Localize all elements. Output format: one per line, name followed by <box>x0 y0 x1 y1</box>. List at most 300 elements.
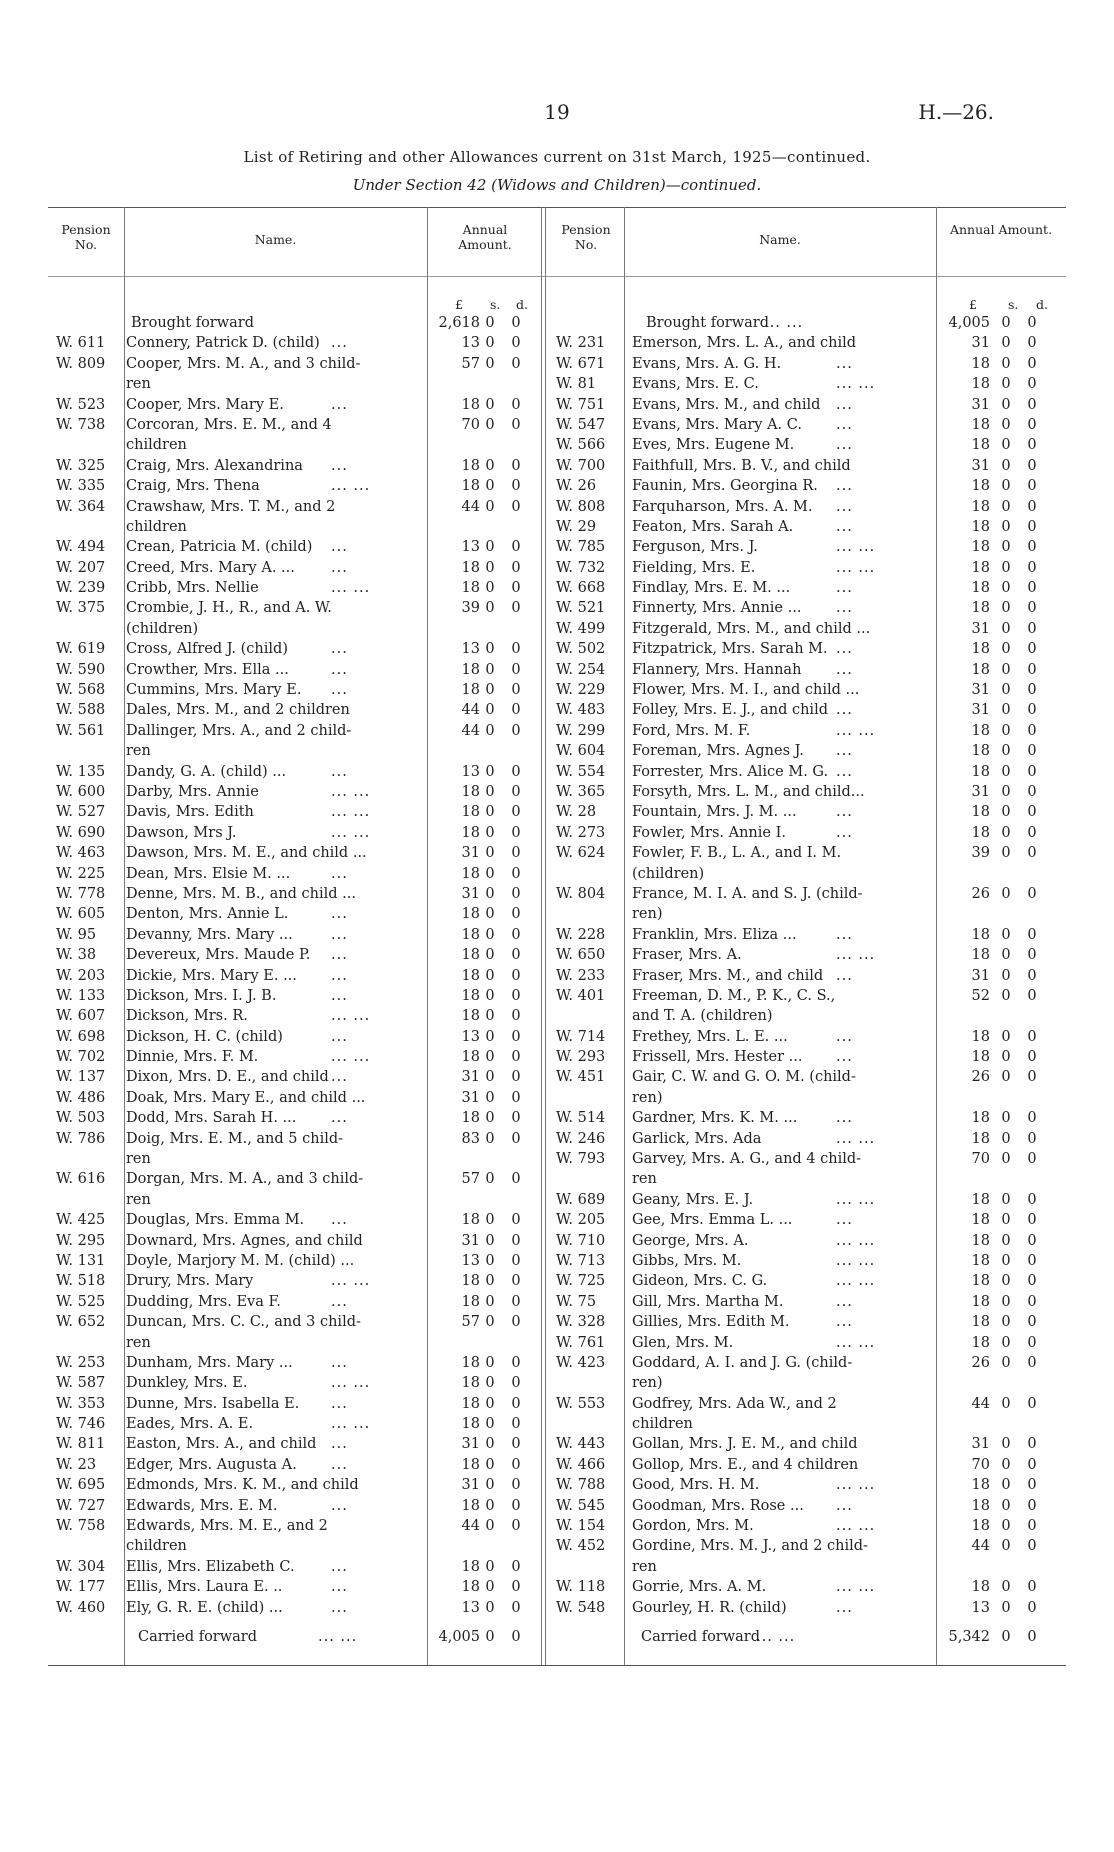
leader-dots: ... <box>331 559 348 576</box>
leader-dots: ... <box>836 498 853 515</box>
table-row <box>56 1516 536 1536</box>
leader-dots: ... <box>331 396 348 413</box>
leader-dots: ... <box>836 1293 853 1310</box>
pensioner-name: Gollop, Mrs. E., and 4 children <box>632 1456 859 1473</box>
table-row <box>56 395 536 415</box>
pence-value: 0 <box>1027 1252 1037 1269</box>
pensioner-name: Godfrey, Mrs. Ada W., and 2 <box>632 1395 837 1412</box>
table-row <box>556 1292 1060 1312</box>
pension-number: W. 499 <box>556 620 606 637</box>
pension-number: W. 228 <box>556 926 606 943</box>
leader-dots: ... ... <box>331 580 371 597</box>
pounds-value: 18 <box>971 1130 990 1147</box>
table-row <box>56 1434 536 1454</box>
pensioner-name: Dorgan, Mrs. M. A., and 3 child- <box>126 1171 364 1188</box>
pensioner-name: and T. A. (children) <box>632 1008 773 1025</box>
table-row <box>556 435 1060 455</box>
pensioner-name: Cribb, Mrs. Nellie <box>126 580 259 597</box>
pounds-value: 18 <box>461 1416 480 1433</box>
pensioner-name: Dickson, H. C. (child) <box>126 1028 283 1045</box>
shillings-value: 0 <box>1001 1110 1011 1127</box>
table-row <box>56 1129 536 1149</box>
right-shillings-header: s. <box>1008 297 1019 312</box>
shillings-value: 0 <box>485 416 495 433</box>
pension-number: W. 746 <box>56 1416 106 1433</box>
pounds-value: 18 <box>971 1028 990 1045</box>
pension-number: W. 229 <box>556 682 606 699</box>
pence-value: 0 <box>1027 1293 1037 1310</box>
pounds-value: 18 <box>461 1558 480 1575</box>
pensioner-name: Folley, Mrs. E. J., and child <box>632 702 828 719</box>
pence-value: 0 <box>511 416 521 433</box>
shillings-value: 0 <box>1001 416 1011 433</box>
shillings-value: 0 <box>485 1028 495 1045</box>
pounds-value: 31 <box>461 1232 480 1249</box>
pence-value: 0 <box>1027 396 1037 413</box>
table-top-rule <box>48 207 1066 208</box>
leader-dots: ... <box>331 1395 348 1412</box>
shillings-value: 0 <box>1001 1354 1011 1371</box>
leader-dots: ... <box>331 1599 348 1616</box>
shillings-value: 0 <box>485 335 495 352</box>
pension-number: W. 295 <box>56 1232 106 1249</box>
shillings-value: 0 <box>1001 1314 1011 1331</box>
table-row <box>556 1108 1060 1128</box>
pence-value: 0 <box>1027 926 1037 943</box>
table-row <box>56 354 536 374</box>
leader-dots: ... <box>836 1497 853 1514</box>
pounds-value: 31 <box>971 967 990 984</box>
pensioner-name: Doig, Mrs. E. M., and 5 child- <box>126 1130 344 1147</box>
table-row <box>56 721 536 741</box>
pence-value: 0 <box>1027 1028 1037 1045</box>
pounds-value: 18 <box>971 722 990 739</box>
table-row <box>56 1149 536 1169</box>
pounds-value: 31 <box>971 457 990 474</box>
pension-number: W. 548 <box>556 1599 606 1616</box>
pension-number: W. 714 <box>556 1028 606 1045</box>
pensioner-name: Douglas, Mrs. Emma M. <box>126 1212 305 1229</box>
shillings-value: 0 <box>1001 661 1011 678</box>
pence-value: 0 <box>1027 1273 1037 1290</box>
pounds-value: 4,005 <box>438 1629 480 1645</box>
pence-value: 0 <box>1027 1456 1037 1473</box>
pensioner-name: Farquharson, Mrs. A. M. <box>632 498 813 515</box>
leader-dots: ... <box>331 865 348 882</box>
leader-dots: ... ... <box>836 1191 876 1208</box>
pounds-value: 18 <box>461 865 480 882</box>
shillings-value: 0 <box>1001 600 1011 617</box>
pensioner-name: Faithfull, Mrs. B. V., and child <box>632 457 851 474</box>
pence-value: 0 <box>1027 437 1037 454</box>
left-pence-header: d. <box>516 297 528 312</box>
page-title: List of Retiring and other Allowances current on 31st March, 1925—continued. <box>243 148 871 166</box>
pensioner-name: Denton, Mrs. Annie L. <box>126 906 289 923</box>
pension-number: W. 600 <box>56 783 106 800</box>
leader-dots: ... ... <box>836 1273 876 1290</box>
pence-value: 0 <box>1027 600 1037 617</box>
pence-value: 0 <box>1027 1436 1037 1453</box>
pounds-value: 31 <box>971 335 990 352</box>
pounds-value: 18 <box>461 1579 480 1596</box>
table-row <box>56 762 536 782</box>
pension-number: W. 804 <box>556 885 606 902</box>
pensioner-name: Fountain, Mrs. J. M. ... <box>632 804 797 821</box>
table-row <box>556 1598 1060 1618</box>
pensioner-name: ren) <box>632 1375 663 1392</box>
pension-number: W. 502 <box>556 641 606 658</box>
pounds-value: 4,005 <box>948 315 990 331</box>
pence-value: 0 <box>511 1171 521 1188</box>
pounds-value: 18 <box>461 457 480 474</box>
shillings-value: 0 <box>1001 1028 1011 1045</box>
pounds-value: 18 <box>971 1252 990 1269</box>
shillings-value: 0 <box>1001 620 1011 637</box>
table-row <box>56 619 536 639</box>
pounds-value: 18 <box>971 804 990 821</box>
table-row <box>56 1251 536 1271</box>
table-row <box>556 1231 1060 1251</box>
pensioner-name: Dickson, Mrs. R. <box>126 1008 248 1025</box>
pensioner-name: Crean, Patricia M. (child) <box>126 539 313 556</box>
pence-value: 0 <box>511 335 521 352</box>
pension-number: W. 702 <box>56 1049 106 1066</box>
shillings-value: 0 <box>1001 518 1011 535</box>
pension-number: W. 698 <box>56 1028 106 1045</box>
pension-number: W. 751 <box>556 396 606 413</box>
pence-value: 0 <box>1027 1069 1037 1086</box>
pence-value: 0 <box>511 1028 521 1045</box>
pension-number: W. 566 <box>556 437 606 454</box>
pensioner-name: Dawson, Mrs. M. E., and child ... <box>126 845 367 862</box>
pounds-value: 18 <box>461 947 480 964</box>
table-row <box>556 843 1060 863</box>
pounds-value: 18 <box>461 906 480 923</box>
shillings-value: 0 <box>485 1069 495 1086</box>
shillings-value: 0 <box>1001 1579 1011 1596</box>
pension-number: W. 690 <box>56 824 106 841</box>
shillings-value: 0 <box>1001 478 1011 495</box>
table-row <box>56 639 536 659</box>
pence-value: 0 <box>1027 824 1037 841</box>
table-row <box>556 1475 1060 1495</box>
pence-value: 0 <box>511 315 521 331</box>
pensioner-name: Gordine, Mrs. M. J., and 2 child- <box>632 1538 868 1555</box>
pensioner-name: Cummins, Mrs. Mary E. <box>126 682 302 699</box>
leader-dots: ... <box>331 661 348 678</box>
table-row <box>56 782 536 802</box>
pounds-value: 18 <box>971 1273 990 1290</box>
page-number: 19 <box>544 100 570 124</box>
shillings-value: 0 <box>485 682 495 699</box>
right-pence-header: d. <box>1036 297 1048 312</box>
table-row <box>556 374 1060 394</box>
pension-number: W. 118 <box>556 1579 606 1596</box>
pounds-value: 13 <box>461 763 480 780</box>
pounds-value: 18 <box>971 763 990 780</box>
table-row <box>56 1312 536 1332</box>
pounds-value: 18 <box>461 1110 480 1127</box>
pension-number: W. 207 <box>56 559 106 576</box>
pounds-value: 18 <box>461 926 480 943</box>
pounds-value: 18 <box>461 1008 480 1025</box>
table-row <box>556 619 1060 639</box>
table-row <box>56 1598 536 1618</box>
document-reference: H.—26. <box>918 100 994 124</box>
table-row <box>556 1455 1060 1475</box>
table-row <box>56 1333 536 1353</box>
pensioner-name: Garlick, Mrs. Ada <box>632 1130 762 1147</box>
pence-value: 0 <box>511 1518 521 1535</box>
pension-number: W. 375 <box>56 600 106 617</box>
pensioner-name: Fitzgerald, Mrs. M., and child ... <box>632 620 871 637</box>
pence-value: 0 <box>511 498 521 515</box>
pensioner-name: Finnerty, Mrs. Annie ... <box>632 600 802 617</box>
pensioner-name: Drury, Mrs. Mary <box>126 1273 254 1290</box>
leader-dots: ... <box>331 457 348 474</box>
leader-dots: ... <box>331 1028 348 1045</box>
leader-dots: ... ... <box>836 1232 876 1249</box>
table-row <box>56 1231 536 1251</box>
shillings-value: 0 <box>1001 1232 1011 1249</box>
pounds-value: 5,342 <box>948 1629 990 1645</box>
table-row <box>556 1067 1060 1087</box>
pension-number: W. 325 <box>56 457 106 474</box>
pounds-value: 18 <box>971 416 990 433</box>
table-row <box>556 721 1060 741</box>
table-row <box>556 537 1060 557</box>
pounds-value: 18 <box>971 1477 990 1494</box>
shillings-value: 0 <box>485 661 495 678</box>
table-row <box>56 1496 536 1516</box>
pounds-value: 18 <box>971 580 990 597</box>
pence-value: 0 <box>1027 1538 1037 1555</box>
shillings-value: 0 <box>485 824 495 841</box>
table-row <box>556 1210 1060 1230</box>
pence-value: 0 <box>511 885 521 902</box>
right-name-header: Name. <box>759 232 801 247</box>
leader-dots: ... <box>836 396 853 413</box>
pensioner-name: children <box>126 518 187 535</box>
pence-value: 0 <box>1027 315 1037 331</box>
brought-forward-row <box>56 313 536 333</box>
pence-value: 0 <box>1027 1232 1037 1249</box>
table-row <box>56 1414 536 1434</box>
pensioner-name: Dickie, Mrs. Mary E. ... <box>126 967 297 984</box>
leader-dots: ... <box>836 1599 853 1616</box>
pensioner-name: Devanny, Mrs. Mary ... <box>126 926 293 943</box>
pensioner-name: Ellis, Mrs. Elizabeth C. <box>126 1558 295 1575</box>
pensioner-name: Dunham, Mrs. Mary ... <box>126 1354 293 1371</box>
pence-value: 0 <box>1027 335 1037 352</box>
pensioner-name: Edwards, Mrs. M. E., and 2 <box>126 1518 328 1535</box>
leader-dots: ... ... <box>836 559 876 576</box>
shillings-value: 0 <box>485 845 495 862</box>
pounds-value: 18 <box>971 947 990 964</box>
pensioner-name: Fitzpatrick, Mrs. Sarah M. <box>632 641 828 658</box>
leader-dots: ... <box>331 947 348 964</box>
pence-value: 0 <box>1027 580 1037 597</box>
leader-dots: ... ... <box>331 1008 371 1025</box>
pension-number: W. 761 <box>556 1334 606 1351</box>
leader-dots: ... ... <box>836 376 876 393</box>
table-row <box>556 395 1060 415</box>
leader-dots: ... <box>836 478 853 495</box>
leader-dots: ... <box>331 906 348 923</box>
pence-value: 0 <box>1027 1049 1037 1066</box>
pence-value: 0 <box>511 1293 521 1310</box>
pensioner-name: Forsyth, Mrs. L. M., and child... <box>632 783 865 800</box>
pension-number: W. 423 <box>556 1354 606 1371</box>
shillings-value: 0 <box>485 1477 495 1494</box>
shillings-value: 0 <box>485 580 495 597</box>
pension-number: W. 452 <box>556 1538 606 1555</box>
pensioner-name: Featon, Mrs. Sarah A. <box>632 518 794 535</box>
table-row <box>556 1496 1060 1516</box>
pension-number: W. 607 <box>56 1008 106 1025</box>
pence-value: 0 <box>1027 743 1037 760</box>
pension-number: W. 335 <box>56 478 106 495</box>
table-row <box>56 558 536 578</box>
table-row <box>556 1373 1060 1393</box>
right-amount-header: Annual Amount. <box>949 222 1053 237</box>
pounds-value: 18 <box>971 1049 990 1066</box>
pension-number: W. 225 <box>56 865 106 882</box>
pension-number: W. 788 <box>556 1477 606 1494</box>
pounds-value: 31 <box>971 396 990 413</box>
leader-dots: ... <box>836 641 853 658</box>
pence-value: 0 <box>511 845 521 862</box>
leader-dots: ... <box>331 1110 348 1127</box>
table-row <box>56 741 536 761</box>
leader-dots: ... ... <box>331 1375 371 1392</box>
pensioner-name: Flower, Mrs. M. I., and child ... <box>632 682 860 699</box>
table-row <box>556 1434 1060 1454</box>
shillings-value: 0 <box>485 702 495 719</box>
pensioner-name: (children) <box>126 620 199 637</box>
pounds-value: 31 <box>461 1069 480 1086</box>
pensioner-name: Dinnie, Mrs. F. M. <box>126 1049 259 1066</box>
pounds-value: 31 <box>461 1477 480 1494</box>
leader-dots: ... ... <box>331 783 371 800</box>
pensioner-name: Dallinger, Mrs. A., and 2 child- <box>126 722 352 739</box>
table-row <box>556 1006 1060 1026</box>
pensioner-name: Ferguson, Mrs. J. <box>632 539 758 556</box>
pension-number: W. 131 <box>56 1252 106 1269</box>
pensioner-name: Fowler, Mrs. Annie I. <box>632 824 786 841</box>
pence-value: 0 <box>1027 457 1037 474</box>
table-row <box>556 1129 1060 1149</box>
pence-value: 0 <box>511 987 521 1004</box>
pension-number: W. 514 <box>556 1110 606 1127</box>
table-row <box>56 700 536 720</box>
pension-number: W. 75 <box>556 1293 597 1310</box>
table-row <box>556 354 1060 374</box>
pence-value: 0 <box>1027 947 1037 964</box>
leader-dots: ... <box>836 1314 853 1331</box>
leader-dots: ... ... <box>836 539 876 556</box>
pounds-value: 18 <box>461 1049 480 1066</box>
pensioner-name: Crombie, J. H., R., and A. W. <box>126 600 332 617</box>
carried-forward-label: Carried forward <box>641 1629 761 1645</box>
pounds-value: 18 <box>971 641 990 658</box>
pensioner-name: Fraser, Mrs. A. <box>632 947 742 964</box>
pensioner-name: ren <box>126 1151 151 1168</box>
pounds-value: 13 <box>461 1599 480 1616</box>
pensioner-name: Gibbs, Mrs. M. <box>632 1252 742 1269</box>
pounds-value: 18 <box>461 580 480 597</box>
pence-value: 0 <box>511 539 521 556</box>
shillings-value: 0 <box>1001 845 1011 862</box>
shillings-value: 0 <box>1001 641 1011 658</box>
pension-number: W. 203 <box>56 967 106 984</box>
pensioner-name: Dodd, Mrs. Sarah H. ... <box>126 1110 297 1127</box>
pensioner-name: Freeman, D. M., P. K., C. S., <box>632 987 836 1004</box>
pensioner-name: Ford, Mrs. M. F. <box>632 722 751 739</box>
pension-number: W. 624 <box>556 845 606 862</box>
pensioner-name: Crawshaw, Mrs. T. M., and 2 <box>126 498 336 515</box>
table-row <box>556 333 1060 353</box>
pension-number: W. 293 <box>556 1049 606 1066</box>
shillings-value: 0 <box>1001 743 1011 760</box>
shillings-value: 0 <box>1001 396 1011 413</box>
table-row <box>556 558 1060 578</box>
leader-dots: ... <box>836 824 853 841</box>
left-pension-no-header: Pension No. <box>61 222 111 252</box>
pensioner-name: Evans, Mrs. E. C. <box>632 376 759 393</box>
pensioner-name: Edwards, Mrs. E. M. <box>126 1497 278 1514</box>
pence-value: 0 <box>511 722 521 739</box>
table-row <box>556 1088 1060 1108</box>
pounds-value: 70 <box>971 1151 990 1168</box>
left-amount-header: Annual Amount. <box>458 222 512 252</box>
brought-forward-row <box>556 313 1060 333</box>
pensioner-name: Emerson, Mrs. L. A., and child <box>632 335 857 352</box>
pension-number: W. 604 <box>556 743 606 760</box>
leader-dots: ... <box>836 1049 853 1066</box>
pension-number: W. 401 <box>556 987 606 1004</box>
pounds-value: 31 <box>971 682 990 699</box>
shillings-value: 0 <box>485 1314 495 1331</box>
pounds-value: 70 <box>461 416 480 433</box>
pence-value: 0 <box>511 1375 521 1392</box>
pounds-value: 31 <box>461 885 480 902</box>
left-carried-forward <box>56 1629 536 1651</box>
pension-number: W. 23 <box>56 1456 97 1473</box>
table-row <box>56 1108 536 1128</box>
shillings-value: 0 <box>1001 1273 1011 1290</box>
brought-forward-label: Brought forward <box>646 315 770 331</box>
pensioner-name: Craig, Mrs. Alexandrina <box>126 457 303 474</box>
pensioner-name: Garvey, Mrs. A. G., and 4 child- <box>632 1151 862 1168</box>
pounds-value: 18 <box>971 478 990 495</box>
pensioner-name: Downard, Mrs. Agnes, and child <box>126 1232 363 1249</box>
shillings-value: 0 <box>1001 702 1011 719</box>
leader-dots: ... <box>836 804 853 821</box>
table-row <box>556 1149 1060 1169</box>
pensioner-name: Cross, Alfred J. (child) <box>126 641 288 658</box>
pensioner-name: Connery, Patrick D. (child) <box>126 335 320 352</box>
pension-number: W. 328 <box>556 1314 606 1331</box>
right-table <box>556 313 1060 1618</box>
shillings-value: 0 <box>485 1089 495 1106</box>
shillings-value: 0 <box>1001 1629 1011 1645</box>
pension-number: W. 587 <box>56 1375 106 1392</box>
pensioner-name: Gollan, Mrs. J. E. M., and child <box>632 1436 858 1453</box>
pension-number: W. 364 <box>56 498 106 515</box>
pounds-value: 13 <box>461 1252 480 1269</box>
shillings-value: 0 <box>1001 926 1011 943</box>
